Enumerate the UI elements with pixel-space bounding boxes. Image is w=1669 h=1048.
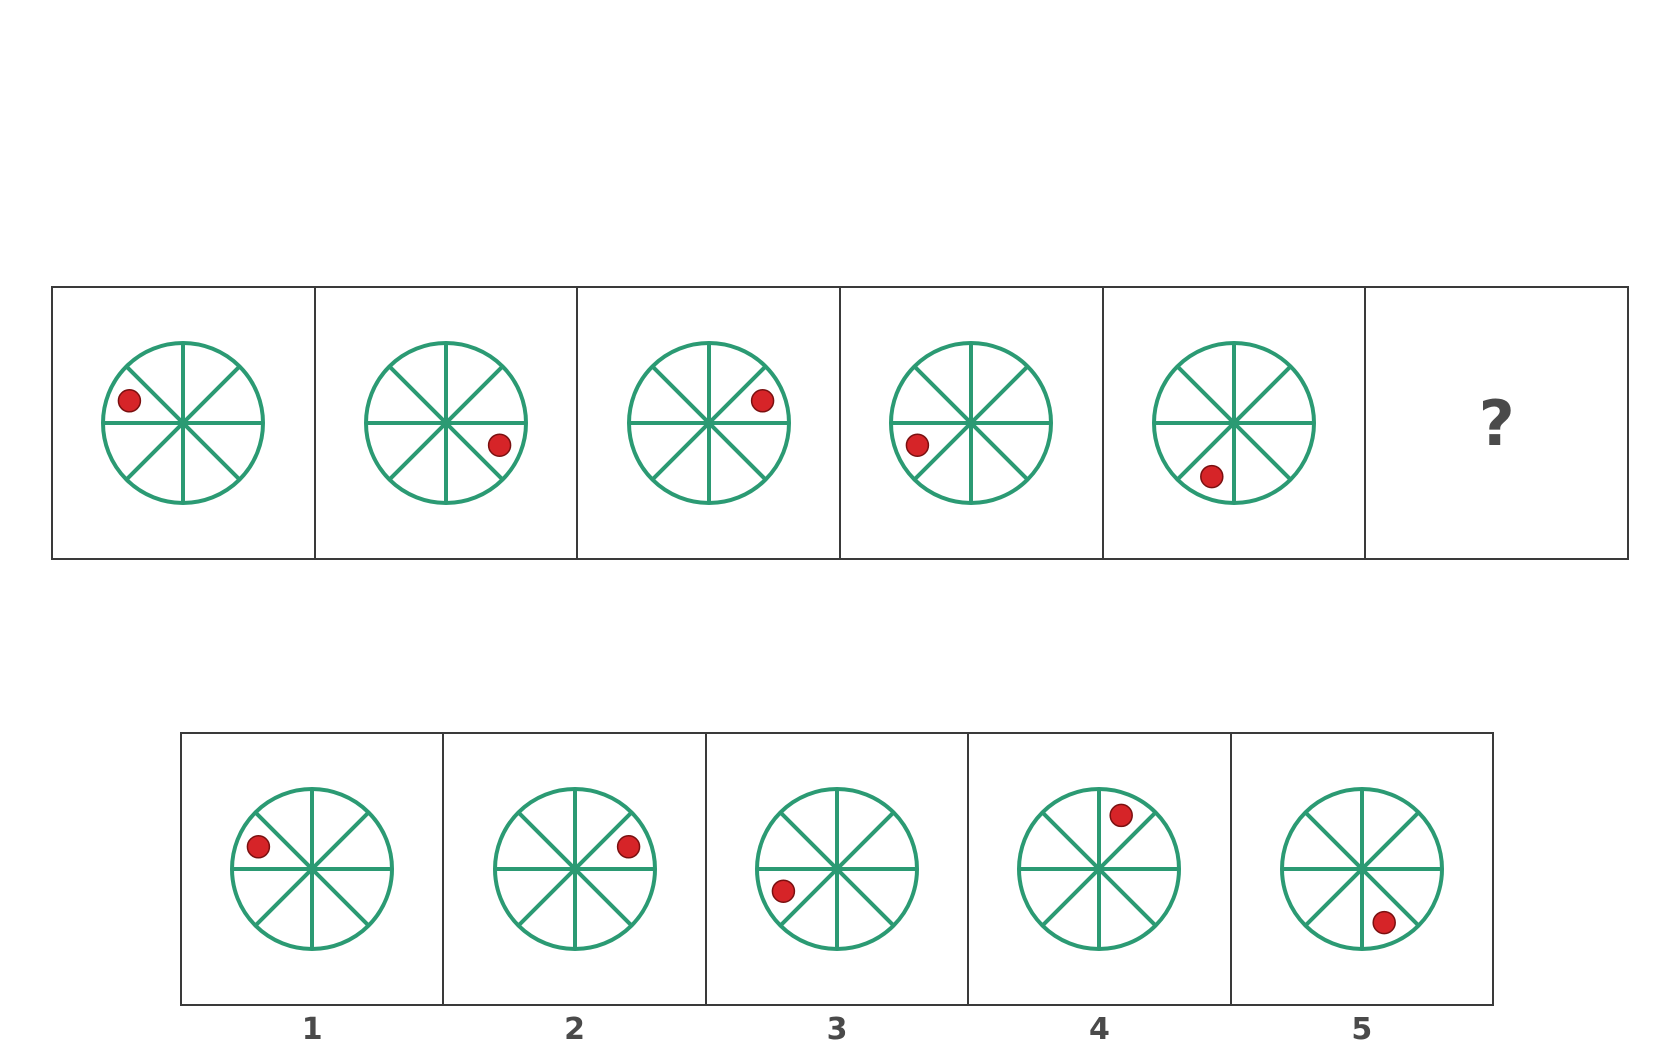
option-label: 2 — [564, 1012, 586, 1047]
wheel-figure — [99, 339, 267, 507]
wheel-figure — [228, 785, 396, 953]
wheel-figure — [753, 785, 921, 953]
sequence-cell-1 — [53, 288, 316, 558]
red-dot — [907, 434, 929, 456]
red-dot — [751, 390, 773, 412]
red-dot — [1111, 804, 1133, 826]
option-label: 5 — [1351, 1012, 1373, 1047]
sequence-cell-5 — [1104, 288, 1367, 558]
wheel-figure — [625, 339, 793, 507]
red-dot — [772, 880, 794, 902]
answer-option-3[interactable] — [707, 734, 969, 1047]
option-label: 1 — [301, 1012, 323, 1047]
option-label: 3 — [826, 1012, 848, 1047]
wheel-figure — [1150, 339, 1318, 507]
answer-option-4[interactable] — [969, 734, 1231, 1047]
red-dot — [617, 836, 639, 858]
question-mark: ? — [1478, 386, 1515, 460]
red-dot — [1373, 912, 1395, 934]
wheel-figure — [1278, 785, 1446, 953]
sequence-cell-2 — [316, 288, 579, 558]
answer-option-2[interactable] — [444, 734, 706, 1047]
red-dot — [248, 836, 270, 858]
red-dot — [489, 434, 511, 456]
option-label: 4 — [1088, 1012, 1110, 1047]
red-dot — [1201, 466, 1223, 488]
wheel-figure — [1015, 785, 1183, 953]
sequence-cell-3 — [578, 288, 841, 558]
wheel-figure — [362, 339, 530, 507]
answer-option-1[interactable] — [182, 734, 444, 1047]
sequence-cell-missing — [1366, 288, 1627, 558]
wheel-figure — [887, 339, 1055, 507]
red-dot — [119, 390, 141, 412]
answer-options-row — [180, 732, 1494, 1047]
sequence-cell-4 — [841, 288, 1104, 558]
sequence-row — [51, 286, 1629, 560]
wheel-figure — [491, 785, 659, 953]
answer-option-5[interactable] — [1232, 734, 1492, 1047]
